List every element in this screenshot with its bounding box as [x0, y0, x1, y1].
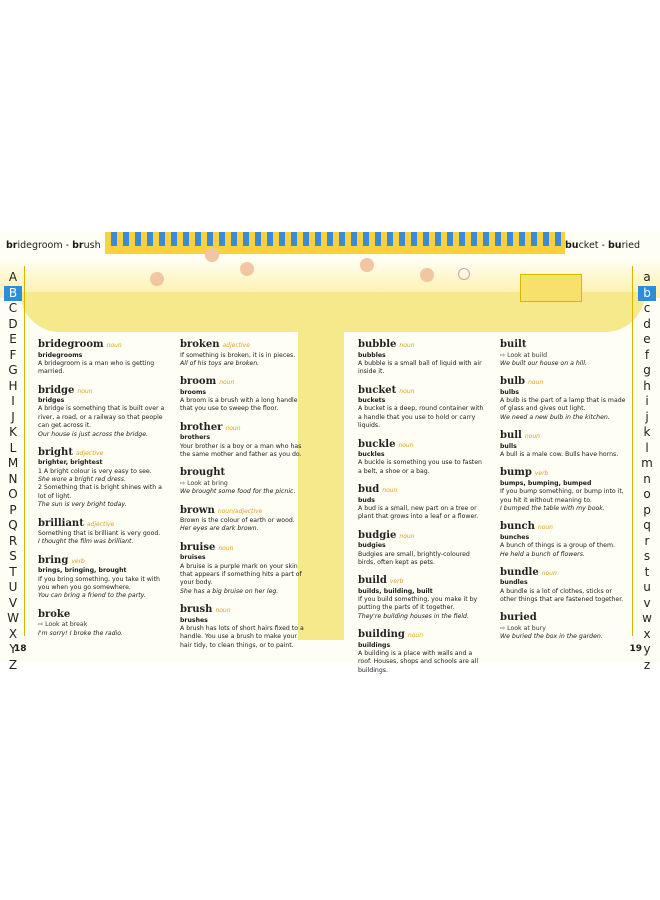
definition: If you bring something, you take it with you when you go somewhere.	[38, 575, 160, 591]
alphabet-tab-j: j	[645, 409, 649, 424]
part-of-speech: noun	[398, 441, 414, 449]
entry-headline	[500, 611, 628, 625]
part-of-speech: noun	[399, 532, 415, 540]
alphabet-tab-n: n	[643, 471, 651, 486]
dictionary-entry	[500, 375, 628, 422]
entries-column-4	[500, 338, 628, 649]
cross-reference: ⇨ Look at break	[38, 621, 88, 629]
definition: A bridegroom is a man who is getting married.	[38, 359, 155, 376]
example-sentence: We built our house on a hill.	[500, 359, 587, 367]
headword: buried	[500, 612, 537, 624]
definition: 1 A bright colour is very easy to see.	[38, 467, 152, 475]
inflected-forms: brothers	[180, 434, 211, 442]
alphabet-tab-J: J	[11, 409, 15, 424]
alphabet-tab-a: a	[643, 270, 651, 284]
alphabet-tab-e: e	[643, 332, 651, 346]
dictionary-entry	[500, 466, 628, 513]
page-number-right: 19	[629, 644, 642, 654]
part-of-speech: noun	[528, 379, 544, 387]
definition: Budgies are small, brightly-coloured birds, often kept as pets.	[358, 550, 470, 566]
part-of-speech: noun	[399, 342, 415, 349]
alphabet-tab-q: q	[643, 518, 651, 532]
dictionary-entry	[500, 338, 628, 368]
part-of-speech: noun	[219, 379, 235, 387]
part-of-speech: verb	[71, 557, 85, 565]
dictionary-entry	[500, 611, 628, 641]
inflected-forms: bridegrooms	[38, 351, 83, 359]
alphabet-tabs-right	[638, 270, 656, 673]
dictionary-entry	[180, 504, 308, 534]
entries-column-3	[358, 338, 486, 682]
headword: budgie	[358, 529, 397, 541]
dictionary-entry	[38, 446, 166, 510]
entry-headline	[500, 466, 628, 480]
illustration-buildings	[520, 274, 582, 302]
part-of-speech: noun	[218, 544, 234, 552]
example-sentence: All of his toys are broken.	[180, 359, 260, 367]
entry-headline	[358, 483, 486, 497]
entry-headline	[38, 554, 166, 568]
alphabet-tab-K: K	[9, 425, 17, 439]
dictionary-entry	[180, 421, 308, 460]
headword: bridge	[38, 384, 75, 396]
entry-headline	[358, 574, 486, 588]
alphabet-tab-x: x	[643, 626, 651, 641]
alphabet-tab-U: U	[8, 580, 18, 594]
headword: bunch	[500, 521, 535, 533]
alphabet-tabs-left	[4, 270, 22, 673]
inflected-forms: bumps, bumping, bumped	[500, 479, 592, 487]
alphabet-tab-Q: Q	[8, 518, 18, 532]
dictionary-entry	[500, 429, 628, 459]
alphabet-tab-R: R	[8, 533, 18, 548]
illustration-man	[240, 262, 254, 276]
dictionary-entry	[180, 338, 308, 368]
alphabet-tab-f: f	[644, 347, 650, 362]
example-sentence: They're building houses in the field.	[358, 612, 469, 620]
inflected-forms: brushes	[180, 616, 208, 624]
part-of-speech: noun	[106, 342, 122, 349]
alphabet-tab-S: S	[9, 549, 17, 563]
example-sentence: Her eyes are dark brown.	[180, 525, 259, 533]
entry-headline	[38, 517, 166, 531]
alphabet-tab-T: T	[9, 564, 17, 579]
entries-column-2	[180, 338, 308, 657]
part-of-speech: noun/adjective	[217, 507, 263, 515]
headword: bridegroom	[38, 339, 104, 350]
entry-headline	[358, 384, 486, 398]
definition: A bridge is something that is built over a river, a road, or a railway so that people can get across it.	[38, 405, 165, 430]
part-of-speech: noun	[541, 569, 557, 577]
alphabet-tab-v: v	[643, 595, 651, 610]
alphabet-tab-D: D	[8, 316, 18, 331]
dictionary-entry	[358, 384, 486, 431]
alphabet-tab-W: W	[7, 611, 19, 625]
alphabet-tab-O: O	[8, 487, 18, 501]
cross-reference: ⇨ Look at bury	[500, 624, 546, 632]
part-of-speech: noun	[537, 524, 553, 532]
inflected-forms: bridges	[38, 397, 65, 405]
part-of-speech: noun	[524, 433, 540, 441]
headword: bucket	[358, 384, 397, 396]
definition: If something is broken, it is in pieces.	[180, 351, 296, 359]
definition: A bull is a male cow. Bulls have horns.	[500, 451, 619, 459]
running-head-right: bucket - buried	[564, 240, 640, 251]
headword: built	[500, 339, 527, 350]
margin-rule-right	[632, 266, 633, 636]
dictionary-entry	[358, 338, 486, 377]
dictionary-entry	[358, 628, 486, 675]
definition: A bunch of things is a group of them.	[500, 542, 615, 550]
headword: broom	[180, 376, 217, 388]
headword: brilliant	[38, 517, 84, 529]
part-of-speech: noun	[382, 487, 398, 495]
alphabet-tab-M: M	[7, 456, 19, 470]
alphabet-tab-w: w	[642, 611, 652, 625]
entry-headline	[500, 566, 628, 580]
alphabet-tab-B: B	[4, 286, 22, 302]
example-sentence: You can bring a friend to the party.	[38, 592, 146, 600]
alphabet-tab-k: k	[643, 425, 651, 439]
part-of-speech: noun	[225, 424, 241, 432]
headword: bull	[500, 430, 522, 442]
headword: brush	[180, 604, 213, 616]
headword: broke	[38, 608, 71, 620]
headword: build	[358, 575, 387, 587]
entry-headline	[500, 520, 628, 534]
entry-headline	[180, 504, 308, 518]
inflected-forms: bulbs	[500, 388, 520, 396]
headword: bump	[500, 467, 532, 479]
definition: A buckle is something you use to fasten a belt, a shoe or a bag.	[358, 459, 482, 475]
example-sentence: We buried the box in the garden.	[500, 633, 603, 641]
headword: bruise	[180, 541, 216, 553]
definition: A bubble is a small ball of liquid with air inside it.	[358, 359, 482, 376]
definition: 2 Something that is bright shines with a lot of light.	[38, 484, 162, 500]
entry-headline	[38, 338, 166, 352]
part-of-speech: noun	[215, 607, 231, 615]
alphabet-tab-A: A	[8, 270, 18, 284]
headword: brought	[180, 467, 226, 479]
example-sentence: I'm sorry! I broke the radio.	[38, 629, 123, 637]
illustration-builder	[360, 258, 374, 272]
entry-headline	[180, 603, 308, 617]
inflected-forms: bubbles	[358, 351, 386, 359]
dictionary-entry	[38, 517, 166, 547]
dictionary-entry	[500, 520, 628, 559]
entry-headline	[180, 541, 308, 555]
alphabet-tab-l: l	[645, 440, 649, 455]
alphabet-tab-Y: Y	[9, 642, 17, 656]
alphabet-tab-y: y	[643, 642, 651, 656]
definition: A brush has lots of short hairs fixed to a handle. You use a brush to make your hair tidy, to clean things, or to paint.	[180, 624, 304, 649]
example-sentence: She wore a bright red dress.	[38, 476, 126, 484]
illustration-bubble-child	[420, 268, 434, 282]
inflected-forms: bunches	[500, 533, 530, 541]
dictionary-entry	[358, 438, 486, 477]
dictionary-entry	[180, 375, 308, 414]
definition: A bud is a small, new part on a tree or plant that grows into a leaf or a flower.	[358, 504, 479, 521]
cross-reference: ⇨ Look at build	[500, 351, 548, 359]
entry-headline	[38, 446, 166, 460]
headword: brown	[180, 504, 215, 516]
example-sentence: The sun is very bright today.	[38, 501, 127, 509]
headword: bud	[358, 484, 380, 496]
part-of-speech: verb	[534, 470, 549, 478]
part-of-speech: verb	[389, 578, 404, 586]
headword: buckle	[358, 438, 396, 450]
example-sentence: She has a big bruise on her leg.	[180, 587, 279, 595]
headword: bring	[38, 554, 69, 566]
inflected-forms: bundles	[500, 579, 528, 587]
entry-headline	[358, 338, 486, 352]
alphabet-tab-p: p	[643, 502, 651, 517]
headword: bundle	[500, 566, 539, 578]
part-of-speech: adjective	[86, 520, 115, 528]
definition: A bundle is a lot of clothes, sticks or other things that are fastened together.	[500, 587, 624, 604]
definition: A bucket is a deep, round container with a handle that you use to hold or carry liquids.	[358, 405, 484, 430]
alphabet-tab-t: t	[644, 564, 650, 579]
example-sentence: He held a bunch of flowers.	[500, 550, 585, 558]
entry-headline	[180, 466, 308, 480]
entry-headline	[180, 421, 308, 435]
running-head-left: bridegroom - brush	[6, 240, 101, 251]
dictionary-entry	[180, 603, 308, 650]
entry-headline	[38, 384, 166, 398]
dictionary-entry	[38, 608, 166, 638]
example-sentence: I thought the film was brilliant.	[38, 538, 134, 546]
decorative-band	[105, 246, 565, 254]
example-sentence: I bumped the table with my book.	[500, 504, 605, 512]
headword: broken	[180, 339, 220, 350]
definition: A building is a place with walls and a roof. Houses, shops and schools are all buildings.	[358, 650, 479, 674]
dictionary-entry	[180, 541, 308, 596]
example-sentence: We brought some food for the picnic.	[180, 488, 296, 496]
inflected-forms: builds, building, built	[358, 587, 433, 595]
alphabet-tab-P: P	[9, 502, 17, 517]
inflected-forms: buildings	[358, 641, 391, 649]
page-number-left: 18	[14, 644, 27, 654]
part-of-speech: noun	[399, 387, 415, 395]
example-sentence: We need a new bulb in the kitchen.	[500, 413, 610, 421]
alphabet-tab-u: u	[643, 580, 651, 594]
inflected-forms: brings, bringing, brought	[38, 567, 127, 575]
inflected-forms: bulls	[500, 442, 517, 450]
alphabet-tab-z: z	[643, 657, 651, 672]
headword: bright	[38, 446, 73, 458]
entry-headline	[500, 429, 628, 443]
part-of-speech: noun	[407, 632, 424, 640]
entries-column-1	[38, 338, 166, 645]
alphabet-tab-s: s	[643, 549, 651, 563]
entry-headline	[358, 529, 486, 543]
alphabet-tab-h: h	[643, 378, 651, 393]
alphabet-tab-g: g	[643, 363, 651, 377]
dictionary-entry	[38, 384, 166, 439]
entry-headline	[38, 608, 166, 622]
alphabet-tab-Z: Z	[8, 657, 18, 672]
alphabet-tab-F: F	[9, 347, 17, 362]
entry-headline	[358, 438, 486, 452]
headword: bulb	[500, 376, 526, 388]
alphabet-tab-G: G	[8, 363, 18, 377]
definition: A bulb is the part of a lamp that is made of glass and gives out light.	[500, 397, 626, 413]
alphabet-tab-N: N	[8, 471, 18, 486]
inflected-forms: budgies	[358, 542, 386, 550]
dictionary-entry	[180, 466, 308, 496]
part-of-speech: adjective	[75, 449, 104, 457]
part-of-speech: adjective	[222, 342, 250, 349]
part-of-speech: noun	[77, 387, 93, 395]
headword: brother	[180, 421, 223, 433]
entry-headline	[180, 375, 308, 389]
example-sentence: Our house is just across the bridge.	[38, 430, 148, 438]
entry-headline	[500, 375, 628, 389]
alphabet-tab-I: I	[11, 394, 15, 408]
dictionary-entry	[38, 338, 166, 377]
alphabet-tab-H: H	[8, 378, 18, 393]
dictionary-entry	[38, 554, 166, 601]
alphabet-tab-d: d	[643, 316, 651, 331]
dictionary-entry	[500, 566, 628, 605]
alphabet-tab-i: i	[645, 394, 649, 408]
definition: Brown is the colour of earth or wood.	[180, 517, 295, 525]
entry-headline	[180, 338, 308, 352]
alphabet-tab-r: r	[644, 533, 650, 548]
headword: building	[358, 629, 405, 641]
alphabet-tab-E: E	[9, 332, 17, 346]
entry-headline	[358, 628, 486, 642]
alphabet-tab-X: X	[8, 626, 18, 641]
cross-reference: ⇨ Look at bring	[180, 479, 228, 487]
inflected-forms: bruises	[180, 554, 206, 562]
inflected-forms: buds	[358, 496, 375, 504]
alphabet-tab-m: m	[641, 456, 653, 470]
definition: A broom is a brush with a long handle that you use to sweep the floor.	[180, 397, 298, 413]
dictionary-entry	[358, 483, 486, 522]
alphabet-tab-o: o	[643, 487, 651, 501]
illustration-woman	[205, 248, 219, 262]
alphabet-tab-C: C	[8, 301, 18, 315]
decorative-strip	[105, 232, 565, 246]
entry-headline	[500, 338, 628, 352]
alphabet-tab-b: b	[638, 286, 656, 302]
illustration-bubble	[458, 268, 470, 280]
inflected-forms: brooms	[180, 388, 207, 396]
illustration-child	[150, 272, 164, 286]
alphabet-tab-L: L	[9, 440, 17, 455]
definition: Your brother is a boy or a man who has the same mother and father as you do.	[180, 442, 302, 459]
definition: Something that is brilliant is very good.	[38, 530, 161, 538]
dictionary-entry	[358, 529, 486, 568]
inflected-forms: buckets	[358, 397, 386, 405]
definition: If you build something, you make it by putting the parts of it together.	[358, 596, 478, 612]
inflected-forms: brighter, brightest	[38, 459, 103, 467]
margin-rule-left	[24, 266, 25, 636]
definition: If you bump something, or bump into it, you hit it without meaning to.	[500, 488, 624, 504]
alphabet-tab-c: c	[643, 301, 651, 315]
inflected-forms: buckles	[358, 451, 385, 459]
definition: A bruise is a purple mark on your skin that appears if something hits a part of your body.	[180, 562, 302, 587]
headword: bubble	[358, 339, 397, 350]
dictionary-entry	[358, 574, 486, 621]
alphabet-tab-V: V	[8, 595, 18, 610]
